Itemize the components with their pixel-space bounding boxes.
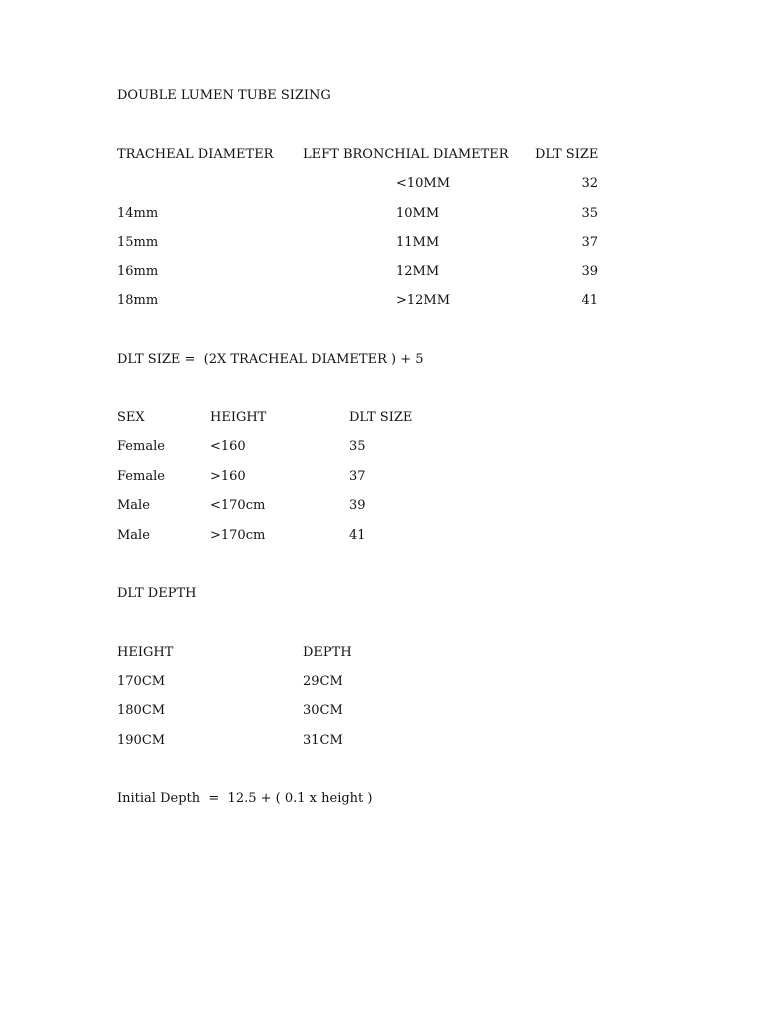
dlt-size-formula: DLT SIZE = (2X TRACHEAL DIAMETER ) + 5 [117,352,424,367]
height-cell: >160 [210,469,246,484]
tracheal-cell: 18mm [117,293,159,308]
dlt-size-cell: 32 [581,176,598,191]
height-cell: >170cm [210,528,266,543]
tracheal-cell: 15mm [117,235,159,250]
header-tracheal-diameter: TRACHEAL DIAMETER [117,147,274,162]
dlt-size-cell: 39 [581,264,598,279]
bronchial-cell: >12MM [396,293,451,308]
header-sex: SEX [117,410,145,425]
header-height: HEIGHT [210,410,267,425]
dlt-size-cell: 35 [581,206,598,221]
sex-cell: Male [117,498,150,513]
dlt-size-cell: 41 [349,528,366,543]
dlt-size-cell: 41 [581,293,598,308]
height-cell: <160 [210,439,246,454]
sex-cell: Female [117,439,165,454]
document-title: DOUBLE LUMEN TUBE SIZING [117,88,331,103]
sex-cell: Female [117,469,165,484]
dlt-size-cell: 39 [349,498,366,513]
height-cell: <170cm [210,498,266,513]
tracheal-cell: 16mm [117,264,159,279]
height-cell: 180CM [117,703,166,718]
header-dlt-size: DLT SIZE [349,410,413,425]
sex-cell: Male [117,528,150,543]
dlt-size-cell: 37 [581,235,598,250]
height-cell: 170CM [117,674,166,689]
bronchial-cell: 12MM [396,264,440,279]
header-dlt-size: DLT SIZE [535,147,599,162]
dlt-size-cell: 35 [349,439,366,454]
tracheal-cell: 14mm [117,206,159,221]
header-left-bronchial-diameter: LEFT BRONCHIAL DIAMETER [303,147,509,162]
dlt-depth-heading: DLT DEPTH [117,586,197,601]
bronchial-cell: 11MM [396,235,440,250]
dlt-size-cell: 37 [349,469,366,484]
height-cell: 190CM [117,733,166,748]
header-height: HEIGHT [117,645,174,660]
depth-cell: 31CM [303,733,343,748]
depth-cell: 30CM [303,703,343,718]
depth-cell: 29CM [303,674,343,689]
initial-depth-formula: Initial Depth = 12.5 + ( 0.1 x height ) [117,791,373,806]
bronchial-cell: 10MM [396,206,440,221]
bronchial-cell: <10MM [396,176,451,191]
header-depth: DEPTH [303,645,352,660]
